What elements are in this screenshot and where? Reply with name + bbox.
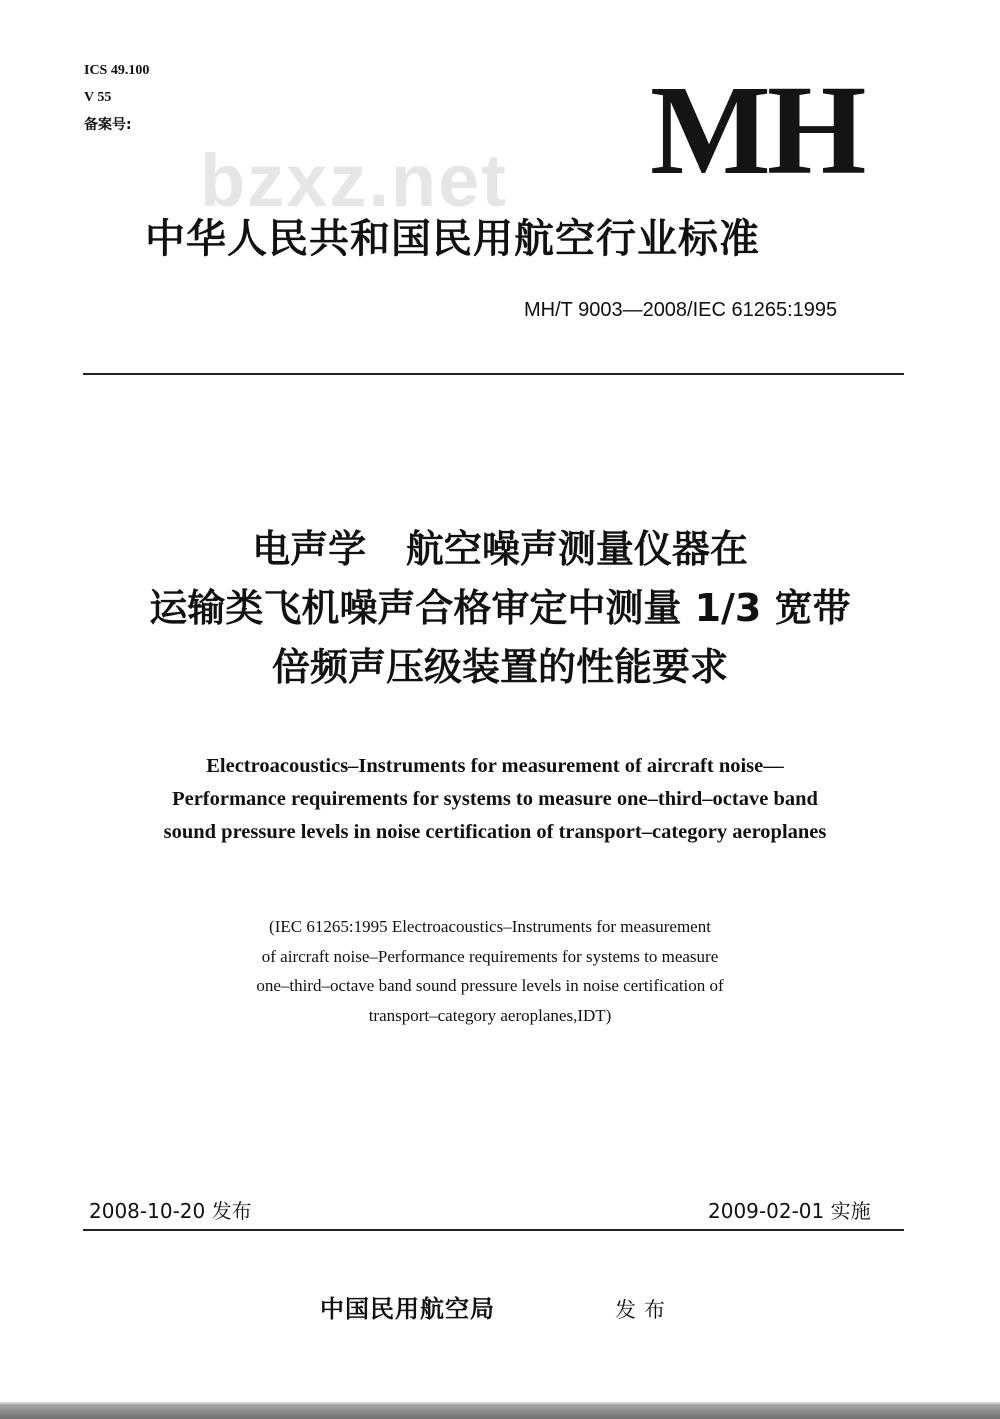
english-title-line: Electroacoustics–Instruments for measurement of aircraft noise— bbox=[206, 755, 784, 777]
iec-equivalence-note bbox=[100, 912, 880, 1030]
page-bottom-bar bbox=[0, 1404, 1000, 1419]
chinese-title-line: 电声学 航空噪声测量仪器在 bbox=[252, 527, 748, 571]
ics-number: ICS 49.100 bbox=[84, 63, 150, 78]
chinese-title bbox=[50, 520, 950, 697]
english-title-line: Performance requirements for systems to measure one–third–octave band bbox=[172, 788, 818, 810]
chinese-title-line: 倍频声压级装置的性能要求 bbox=[271, 645, 728, 689]
chinese-title-line: 运输类飞机噪声合格审定中测量 1/3 宽带 bbox=[149, 586, 851, 630]
iec-note-line: of aircraft noise–Performance requirements for systems to measure bbox=[261, 946, 719, 966]
effective-date: 2009-02-01 实施 bbox=[708, 1199, 871, 1223]
iec-note-line: transport–category aeroplanes,IDT) bbox=[368, 1005, 612, 1025]
publisher-verb: 发布 bbox=[615, 1298, 673, 1322]
issue-date: 2008-10-20 发布 bbox=[89, 1199, 252, 1223]
header-divider bbox=[83, 373, 904, 375]
english-title bbox=[50, 750, 940, 849]
mh-logo: MH bbox=[650, 59, 863, 201]
english-title-line: sound pressure levels in noise certification of transport–category aeroplanes bbox=[163, 821, 827, 843]
standard-code: MH/T 9003—2008/IEC 61265:1995 bbox=[524, 299, 838, 321]
record-number-label: 备案号: bbox=[84, 117, 132, 133]
standard-category-title: 中华人民共和国民用航空行业标准 bbox=[145, 216, 760, 262]
footer-divider bbox=[83, 1229, 904, 1231]
iec-note-line: one–third–octave band sound pressure levels in noise certification of bbox=[256, 976, 724, 995]
publisher-name: 中国民用航空局 bbox=[320, 1294, 495, 1323]
watermark: bzxz.net bbox=[200, 139, 508, 222]
ccs-number: V 55 bbox=[84, 90, 112, 105]
iec-note-line: (IEC 61265:1995 Electroacoustics–Instruments for measurement bbox=[269, 917, 711, 936]
